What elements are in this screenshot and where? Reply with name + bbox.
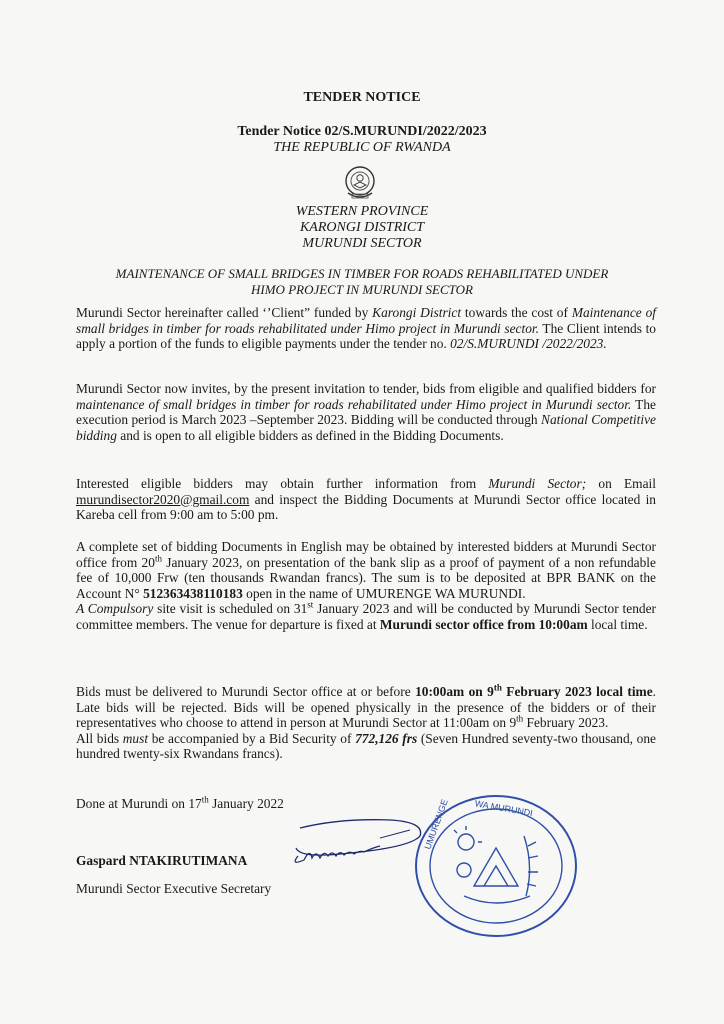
subject-line-2: HIMO PROJECT IN MURUNDI SECTOR [251, 282, 473, 297]
district-heading: KARONGI DISTRICT [299, 220, 425, 235]
signatory-title: Murundi Sector Executive Secretary [76, 881, 272, 896]
email-link[interactable]: murundisector2020@gmail.com [76, 491, 250, 507]
republic-heading: THE REPUBLIC OF RWANDA [273, 140, 451, 155]
paragraph-invitation: Murundi Sector now invites, by the present invitation to tender, bids from eligible and qualified bidders for maintenance of small bridges in timber for roads rehabilitated under Himo project in Murundi sector. The execution period is March 2023 –September 2023. Bidding will be conducted through National Competitive bidding and is open to all eligible bidders as defined in the Bidding Documents. [76, 381, 656, 443]
paragraph-bid-submission: Bids must be delivered to Murundi Sector office at or before 10:00am on 9th February 2023 local time. Late bids will be rejected. Bids will be opened physically in the presence of the bidders or of their representatives who choose to attend in person at Murundi Sector at 11:00am on 9th February 2023. All bids must be accompanied by a Bid Security of 772,126 frs (Seven Hundred seventy-two thousand, one hundred twenty-six Rwandans francs). [76, 682, 656, 762]
paragraph-information: Interested eligible bidders may obtain further information from Murundi Sector; on Email murundisector2020@gmail.com and inspect the Bidding Documents at Murundi Sector office located in Kareba cell from 9:00 am to 5:00 pm. [76, 476, 656, 523]
document-title: TENDER NOTICE [303, 90, 421, 105]
done-at-line: Done at Murundi on 17th January 2022 [76, 794, 284, 811]
tender-number: Tender Notice 02/S.MURUNDI/2022/2023 [237, 124, 487, 139]
paragraph-funding: Murundi Sector hereinafter called ‘’Client” funded by Karongi District towards the cost of Maintenance of small bridges in timber for roads rehabilitated under Himo project in Murundi sector. The Client intends to apply a portion of the funds to eligible payments under the tender no. 02/S.MURUNDI /2022/2023. [76, 305, 657, 352]
sector-heading: MURUNDI SECTOR [302, 236, 422, 251]
stamp-side-text: UMURENGE [422, 797, 450, 851]
official-stamp-icon [404, 786, 582, 942]
rwanda-coat-of-arms-icon [343, 163, 377, 201]
stamp-top-text: WA MURUNDI [473, 798, 534, 819]
signatory-name: Gaspard NTAKIRUTIMANA [76, 853, 248, 868]
province-heading: WESTERN PROVINCE [295, 204, 429, 219]
paragraph-bidding-documents: A complete set of bidding Documents in English may be obtained by interested bidders at Murundi Sector office from 20th January 2023, on presentation of the bank slip as a proof of payment of a non refundable fee of 10,000 Frw (ten thousands Rwandan francs). The sum is to be deposited at BPR BANK on the Account N° 512363438110183 open in the name of UMURENGE WA MURUNDI. A Compulsory site visit is scheduled on 31st January 2023 and will be conducted by Murundi Sector tender committee members. The venue for departure is fixed at Murundi sector office from 10:00am local time. [76, 539, 656, 632]
account-number: 512363438110183 [143, 585, 243, 601]
subject-line-1: MAINTENANCE OF SMALL BRIDGES IN TIMBER FOR ROADS REHABILITATED UNDER [115, 266, 609, 281]
